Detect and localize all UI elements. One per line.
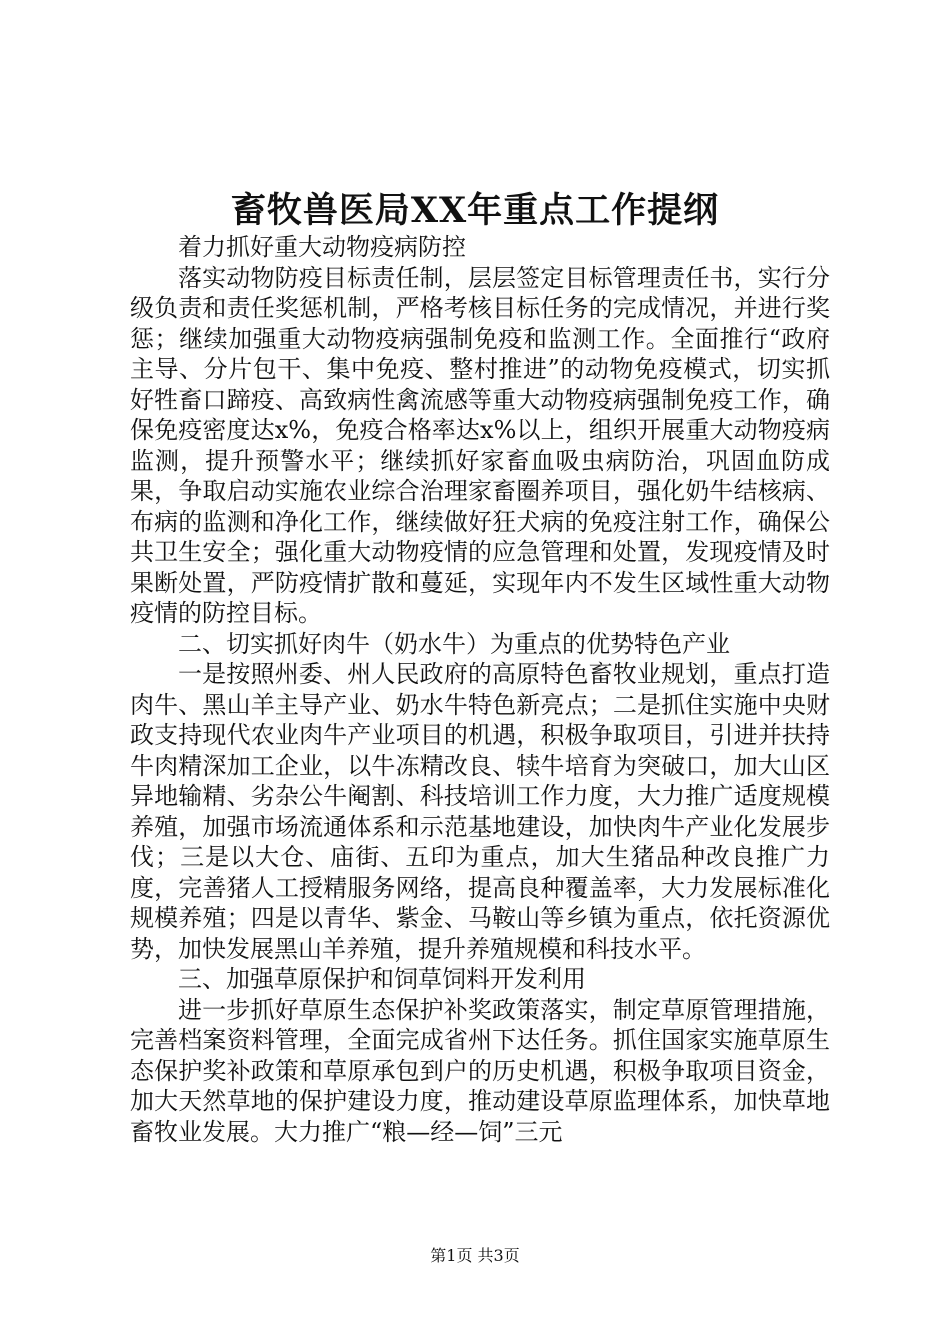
section-heading-1: 着力抓好重大动物疫病防控: [178, 233, 466, 261]
section-paragraph-3: 进一步抓好草原生态保护补奖政策落实，制定草原管理措施，完善档案资料管理，全面完成省州下达任务。抓住国家实施草原生态保护奖补政策和草原承包到户的历史机遇，积极争取项目资金，加大天然草地的保护建设力度，推动建设草原监理体系，加快草地畜牧业发展。大力推广“粮—经—饲”三元: [130, 995, 830, 1146]
section-paragraph-1: 落实动物防疫目标责任制，层层签定目标管理责任书，实行分级负责和责任奖惩机制，严格考核目标任务的完成情况，并进行奖惩；继续加强重大动物疫病强制免疫和监测工作。全面推行“政府主导、分片包干、集中免疫、整村推进”的动物免疫模式，切实抓好牲畜口蹄疫、高致病性禽流感等重大动物疫病强制免疫工作，确保免疫密度达x%，免疫合格率达x%以上，组织开展重大动物疫病监测，提升预警水平；继续抓好家畜血吸虫病防治，巩固血防成果，争取启动实施农业综合治理家畜圈养项目，强化奶牛结核病、布病的监测和净化工作，继续做好狂犬病的免疫注射工作，确保公共卫生安全；强化重大动物疫情的应急管理和处置，发现疫情及时果断处置，严防疫情扩散和蔓延，实现年内不发生区域性重大动物疫情的防控目标。: [130, 263, 830, 627]
page-footer: 第1页 共3页: [430, 1246, 520, 1265]
section-paragraph-2: 一是按照州委、州人民政府的高原特色畜牧业规划，重点打造肉牛、黑山羊主导产业、奶水牛特色新亮点；二是抓住实施中央财政支持现代农业肉牛产业项目的机遇，积极争取项目，引进并扶持牛肉精深加工企业，以牛冻精改良、犊牛培育为突破口，加大山区异地输精、劣杂公牛阉割、科技培训工作力度，大力推广适度规模养殖，加强市场流通体系和示范基地建设，加快肉牛产业化发展步伐；三是以大仓、庙街、五印为重点，加大生猪品种改良推广力度，完善猪人工授精服务网络，提高良种覆盖率，大力发展标准化规模养殖；四是以青华、紫金、马鞍山等乡镇为重点，依托资源优势，加快发展黑山羊养殖，提升养殖规模和科技水平。: [130, 660, 830, 963]
document-title: 畜牧兽医局XX年重点工作提纲: [230, 190, 720, 231]
section-heading-3: 三、加强草原保护和饲草饲料开发利用: [178, 965, 586, 993]
section-heading-2: 二、切实抓好肉牛（奶水牛）为重点的优势特色产业: [178, 629, 730, 658]
document-body: [130, 232, 830, 1147]
